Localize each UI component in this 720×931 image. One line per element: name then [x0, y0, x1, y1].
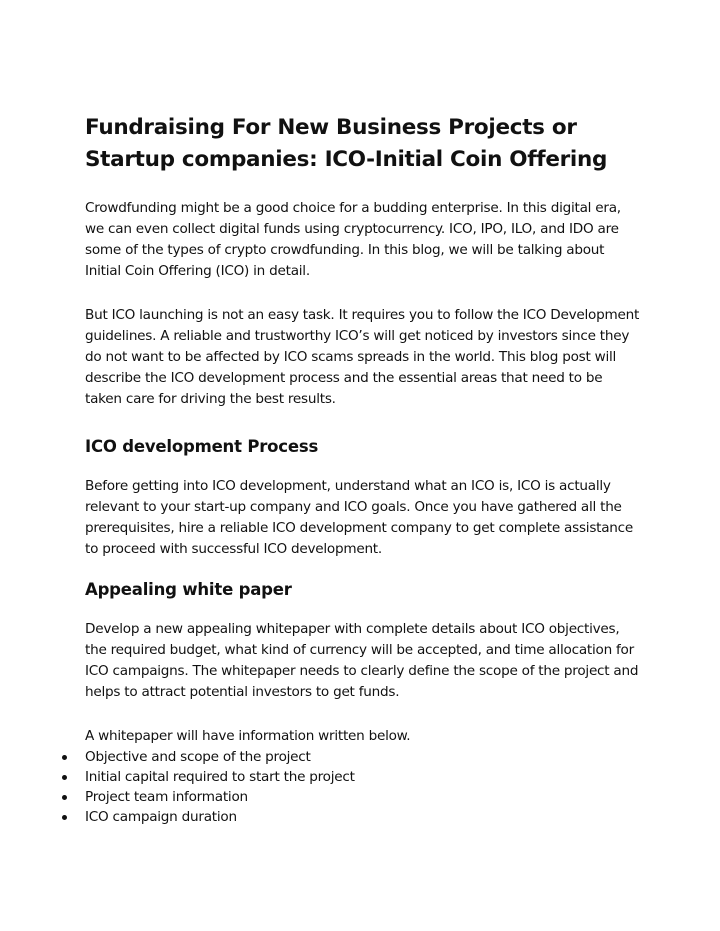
- section-2-paragraph-2: A whitepaper will have information written below.: [85, 728, 411, 744]
- bullet-icon: [62, 815, 67, 820]
- section-2-paragraph-1: Develop a new appealing whitepaper with complete details about ICO objectives, the required budget, what kind of currency will be accepted, and time allocation for ICO campaigns. The whitepaper needs to clearly define the scope of the project and helps to attract potential investors to get funds.: [85, 621, 639, 700]
- intro-paragraph-2: But ICO launching is not an easy task. It requires you to follow the ICO Development guidelines. A reliable and trustworthy ICO’s will get noticed by investors since they do not want to be affected by ICO scams spreads in the world. This blog post will describe the ICO development process and the essential areas that need to be taken care for driving the best results.: [85, 307, 640, 407]
- intro-paragraph-1: Crowdfunding might be a good choice for a budding enterprise. In this digital era, we can even collect digital funds using cryptocurrency. ICO, IPO, ILO, and IDO are some of the types of crypto crowdfunding. In this blog, we will be talking about Initial Coin Offering (ICO) in detail.: [85, 200, 621, 279]
- bullet-icon: [62, 775, 67, 780]
- list-item: [85, 787, 640, 807]
- document-content: [85, 112, 640, 827]
- list-item-text: Project team information: [85, 789, 248, 805]
- whitepaper-info-list: [85, 747, 640, 827]
- list-item: [85, 767, 640, 787]
- bullet-icon: [62, 755, 67, 760]
- list-item-text: Initial capital required to start the project: [85, 769, 355, 785]
- list-item-text: Objective and scope of the project: [85, 749, 311, 765]
- section-1-paragraph-1: Before getting into ICO development, understand what an ICO is, ICO is actually relevant to your start-up company and ICO goals. Once you have gathered all the prerequisites, hire a reliable ICO development company to get complete assistance to proceed with successful ICO development.: [85, 478, 634, 557]
- list-item: [85, 747, 640, 767]
- list-item: [85, 807, 640, 827]
- section-heading-ico-development-process: ICO development Process: [85, 437, 319, 456]
- list-item-text: ICO campaign duration: [85, 809, 237, 825]
- document-title: Fundraising For New Business Projects or Startup companies: ICO-Initial Coin Offering: [85, 115, 608, 172]
- bullet-icon: [62, 795, 67, 800]
- section-heading-appealing-white-paper: Appealing white paper: [85, 580, 292, 599]
